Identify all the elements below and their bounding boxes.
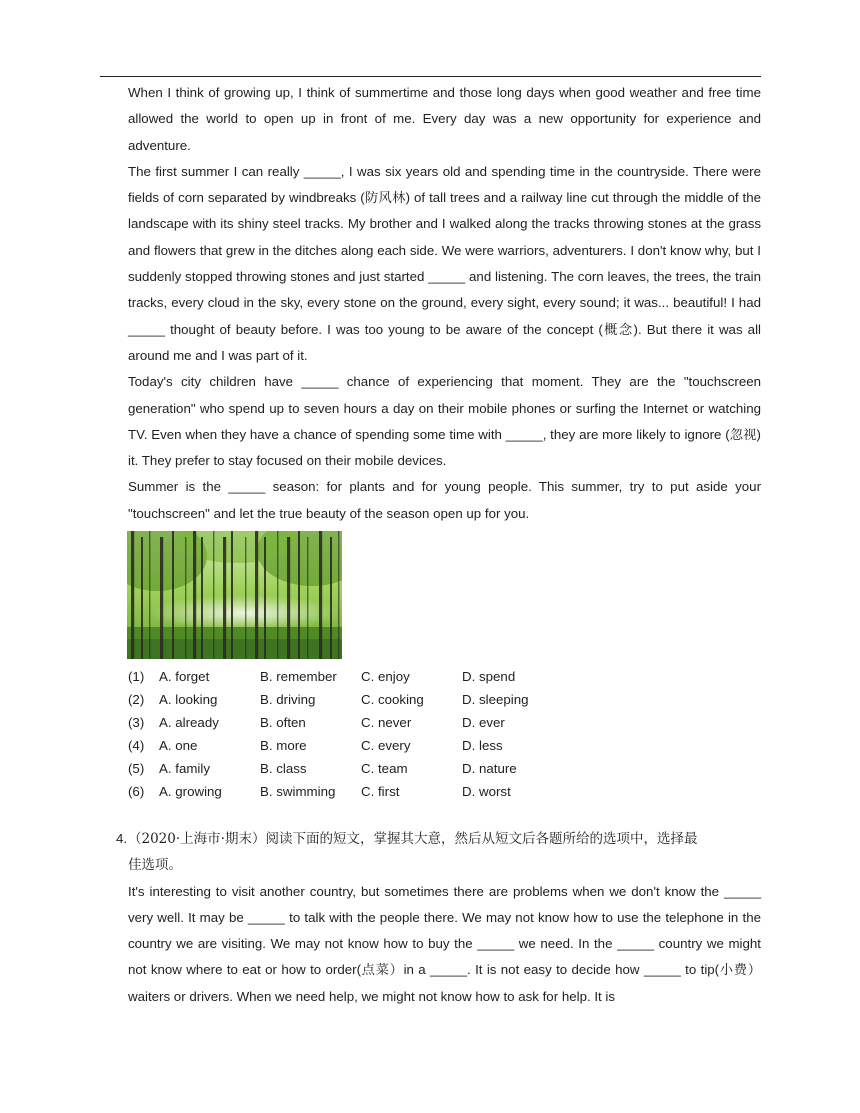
option-d: D. sleeping xyxy=(462,692,529,707)
tree-trunk xyxy=(193,531,196,659)
option-c: C. cooking xyxy=(361,692,424,707)
tree-trunk xyxy=(307,537,308,659)
option-b: B. often xyxy=(260,715,306,730)
option-c: C. never xyxy=(361,715,412,730)
question-4-heading xyxy=(116,826,761,852)
tree-trunk xyxy=(255,531,258,659)
reading-passage xyxy=(128,80,761,527)
tree-trunk xyxy=(172,531,174,659)
option-b: B. driving xyxy=(260,692,316,707)
option-a: A. growing xyxy=(159,784,222,799)
header-rule xyxy=(100,76,761,77)
question-4-instruction: （2020·上海市·期末）阅读下面的短文，掌握其大意，然后从短文后各题所给的选项中，选择最 xyxy=(128,831,698,847)
tree-trunk xyxy=(319,531,322,659)
tree-trunk xyxy=(330,537,332,659)
forest-photo xyxy=(127,531,342,659)
option-c: C. enjoy xyxy=(361,669,410,684)
tree-trunk xyxy=(287,537,290,659)
tree-trunk xyxy=(185,537,186,659)
option-a: A. one xyxy=(159,738,198,753)
option-d: D. spend xyxy=(462,669,516,684)
tree-trunk xyxy=(160,537,163,659)
option-d: D. ever xyxy=(462,715,505,730)
tree-trunk xyxy=(298,531,300,659)
option-d: D. less xyxy=(462,738,503,753)
tree-trunk xyxy=(131,531,134,659)
tree-trunk xyxy=(245,537,246,659)
tree-trunk xyxy=(201,537,203,659)
tree-trunk xyxy=(338,531,339,659)
question-4-passage: It's interesting to visit another country, but sometimes there are problems when we don't know the _____ very well. It may be _____ to talk with the people there. We may not know how to use the telephone in the country we are visiting. We may not know how to buy the _____ we need. In the _____ country we might not know where to eat or how to order(点菜）in a _____. It is not easy to decide how _____ to tip(小费） waiters or drivers. When we need help, we might not know how to ask for help. It is xyxy=(128,883,761,1004)
question-number: (2) xyxy=(128,692,145,707)
question-number: (3) xyxy=(128,715,145,730)
tree-trunk xyxy=(264,537,266,659)
passage-paragraph: Summer is the _____ season: for plants and for young people. This summer, try to put aside your "touchscreen" and let the true beauty of the season open up for you. xyxy=(128,479,761,521)
option-row xyxy=(128,711,563,734)
question-number: (5) xyxy=(128,761,145,776)
question-number: (6) xyxy=(128,784,145,799)
tree-trunk xyxy=(231,531,233,659)
option-a: A. already xyxy=(159,715,219,730)
option-b: B. more xyxy=(260,738,307,753)
option-d: D. nature xyxy=(462,761,517,776)
tree-trunk xyxy=(141,537,143,659)
option-row xyxy=(128,780,563,803)
option-c: C. every xyxy=(361,738,411,753)
option-b: B. remember xyxy=(260,669,337,684)
tree-trunk xyxy=(213,531,214,659)
passage-paragraph: When I think of growing up, I think of summertime and those long days when good weather and free time allowed the world to open up in front of me. Every day was a new opportunity for experience and adventure. xyxy=(128,85,761,153)
tree-trunk xyxy=(277,531,278,659)
question-4-instruction-cont: 佳选项。 xyxy=(128,857,182,874)
question-4 xyxy=(116,826,761,1010)
option-row xyxy=(128,688,563,711)
question-4-number: 4. xyxy=(116,831,128,846)
option-d: D. worst xyxy=(462,784,511,799)
option-a: A. looking xyxy=(159,692,218,707)
option-a: A. forget xyxy=(159,669,210,684)
option-c: C. first xyxy=(361,784,400,799)
question-number: (1) xyxy=(128,669,145,684)
option-row xyxy=(128,665,563,688)
option-c: C. team xyxy=(361,761,408,776)
tree-trunk xyxy=(149,531,150,659)
passage-paragraph: Today's city children have _____ chance of experiencing that moment. They are the "touchscreen generation" who spend up to seven hours a day on their mobile phones or surfing the Internet or watching TV. Even when they have a chance of spending some time with _____, they are more likely to ignore (忽视) it. They prefer to stay focused on their mobile devices. xyxy=(128,374,761,469)
option-a: A. family xyxy=(159,761,210,776)
option-row xyxy=(128,757,563,780)
tree-trunk xyxy=(223,537,226,659)
answer-options xyxy=(128,665,563,803)
option-b: B. swimming xyxy=(260,784,336,799)
option-row xyxy=(128,734,563,757)
option-b: B. class xyxy=(260,761,307,776)
passage-paragraph: The first summer I can really _____, I was six years old and spending time in the countryside. There were fields of corn separated by windbreaks (防风林) of tall trees and a railway line cut through the middle of the landscape with its shiny steel tracks. My brother and I walked along the tracks throwing stones at the grass and flowers that grew in the ditches along each side. We were warriors, adventurers. I don't know why, but I suddenly stopped throwing stones and just started _____ and listening. The corn leaves, the trees, the train tracks, every cloud in the sky, every stone on the ground, every sight, every sound; it was... beautiful! I had _____ thought of beauty before. I was too young to be aware of the concept (概念). But there it was all around me and I was part of it. xyxy=(128,163,761,363)
question-number: (4) xyxy=(128,738,145,753)
